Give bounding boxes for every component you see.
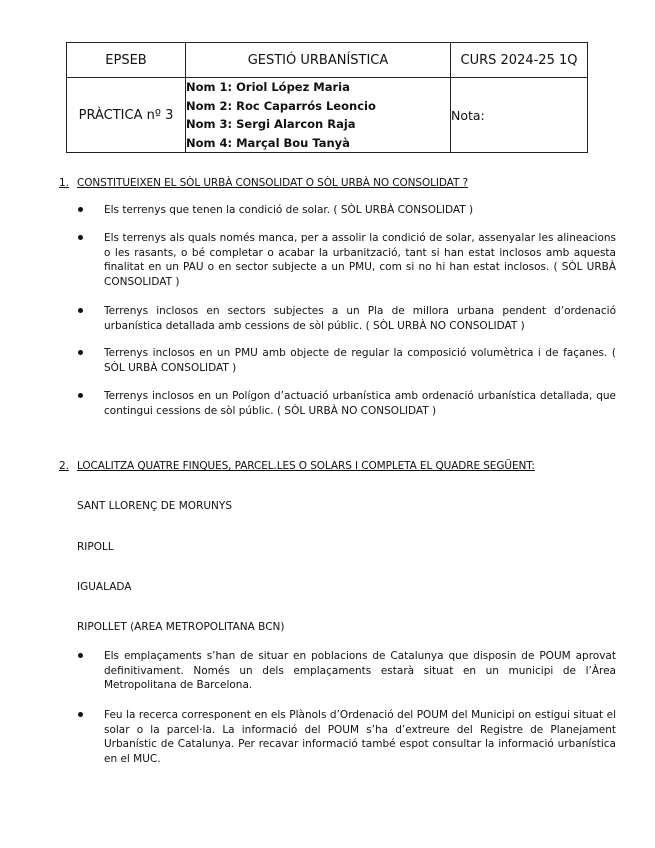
section-1-title: CONSTITUEIXEN EL SÒL URBÀ CONSOLIDAT O SÒL URBÀ NO CONSOLIDAT ? bbox=[77, 177, 468, 189]
list-item-text: Feu la recerca corresponent en els Plànols d’Ordenació del POUM del Municipi on estigui situat el solar o la parcel·la. La informació del POUM s’ha d’extreure del Registre de Planejament Urbanístic de Catalunya. Per recavar informació també espot consultar la informació urbanística en el MUC. bbox=[104, 709, 616, 765]
bullet-icon bbox=[78, 350, 83, 355]
bullet-icon bbox=[78, 653, 83, 658]
practice-cell: PRÀCTICA nº 3 bbox=[67, 78, 186, 153]
subject-cell: GESTIÓ URBANÍSTICA bbox=[186, 43, 451, 78]
section-2-number: 2. bbox=[59, 460, 69, 472]
list-item-text: Terrenys inclosos en sectors subjectes a un Pla de millora urbana pendent d’ordenació urbanística detallada amb cessions de sòl públic. ( SÒL URBÀ NO CONSOLIDAT ) bbox=[104, 305, 616, 332]
bullet-icon bbox=[78, 308, 83, 313]
location-3: IGUALADA bbox=[77, 581, 132, 593]
bullet-icon bbox=[78, 712, 83, 717]
section-1-heading bbox=[59, 177, 468, 189]
grade-cell: Nota: bbox=[451, 78, 588, 153]
list-item-text: Els terrenys que tenen la condició de solar. ( SÒL URBÀ CONSOLIDAT ) bbox=[104, 204, 474, 216]
list-item-text: Els terrenys als quals només manca, per a assolir la condició de solar, assenyalar les alineacions o les rasants, o bé completar o acabar la urbanització, tant si han estat inclosos amb aquesta finalitat en un PAU o en sector subjecte a un PMU, com si no hi han estat inclosos. ( SÒL URBÀ CONSOLIDAT ) bbox=[104, 232, 616, 288]
bullet-icon bbox=[78, 393, 83, 398]
section-2-heading bbox=[59, 460, 535, 472]
list-item-text: Terrenys inclosos en un PMU amb objecte de regular la composició volumètrica i de façanes. ( SÒL URBÀ CONSOLIDAT ) bbox=[104, 347, 616, 374]
names-cell bbox=[186, 78, 451, 153]
student-name-4: Nom 4: Marçal Bou Tanyà bbox=[186, 135, 350, 150]
student-name-2: Nom 2: Roc Caparrós Leoncio bbox=[186, 98, 376, 113]
location-1: SANT LLORENÇ DE MORUNYS bbox=[77, 500, 232, 512]
list-item-text: Els emplaçaments s’han de situar en poblacions de Catalunya que disposin de POUM aprovat definitivament. Només un dels emplaçaments estarà situat en un municipi de l’Àrea Metropolitana de Barcelona. bbox=[104, 650, 616, 691]
course-cell: CURS 2024-25 1Q bbox=[451, 43, 588, 78]
student-name-1: Nom 1: Oriol López Maria bbox=[186, 80, 350, 94]
header-table bbox=[66, 42, 588, 153]
list-item-text: Terrenys inclosos en un Polígon d’actuació urbanística amb ordenació urbanística detallada, que contingui cessions de sòl públic. ( SÒL URBÀ NO CONSOLIDAT ) bbox=[104, 390, 616, 417]
location-2: RIPOLL bbox=[77, 541, 114, 553]
location-4: RIPOLLET (AREA METROPOLITANA BCN) bbox=[77, 621, 285, 633]
bullet-icon bbox=[78, 235, 83, 240]
bullet-icon bbox=[78, 207, 83, 212]
section-2-title: LOCALITZA QUATRE FINQUES, PARCEL.LES O SOLARS I COMPLETA EL QUADRE SEGÜENT: bbox=[77, 460, 535, 472]
section-1-number: 1. bbox=[59, 177, 69, 189]
student-name-3: Nom 3: Sergi Alarcon Raja bbox=[186, 117, 356, 131]
school-cell: EPSEB bbox=[67, 43, 186, 78]
